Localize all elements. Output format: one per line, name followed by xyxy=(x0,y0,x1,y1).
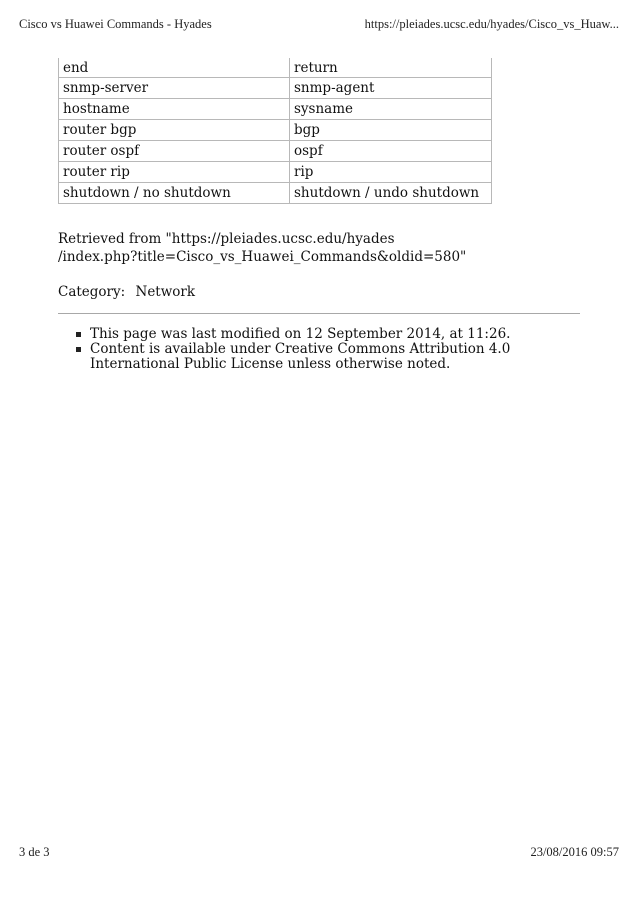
square-bullet-icon xyxy=(76,347,81,352)
table-cell-huawei: shutdown / undo shutdown xyxy=(290,183,492,204)
list-item xyxy=(74,342,580,372)
last-modified-text: This page was last modified on 12 September 2014, at 11:26. xyxy=(90,326,511,342)
table-row xyxy=(59,99,492,120)
table-cell-huawei: snmp-agent xyxy=(290,78,492,99)
table-cell-huawei: sysname xyxy=(290,99,492,120)
category-label: Category: xyxy=(58,284,126,300)
table-row xyxy=(59,183,492,204)
table-cell-huawei: ospf xyxy=(290,141,492,162)
table-row xyxy=(59,141,492,162)
print-header xyxy=(19,17,619,32)
table-row xyxy=(59,78,492,99)
table-cell-huawei: bgp xyxy=(290,120,492,141)
print-datetime: 23/08/2016 09:57 xyxy=(530,845,619,859)
table-cell-huawei: return xyxy=(290,58,492,78)
table-row xyxy=(59,120,492,141)
page-number: 3 de 3 xyxy=(19,845,50,859)
print-header-url: https://pleiades.ucsc.edu/hyades/Cisco_vs_Huaw... xyxy=(364,17,619,31)
table-row xyxy=(59,162,492,183)
retrieved-from-notice xyxy=(58,230,580,266)
table-cell-cisco: router bgp xyxy=(59,120,290,141)
license-text: Content is available under Creative Commons Attribution 4.0 International Public License unless otherwise noted. xyxy=(90,341,511,372)
footer-divider xyxy=(58,313,580,314)
footer-info-list xyxy=(58,327,580,372)
table-cell-cisco: hostname xyxy=(59,99,290,120)
table-row xyxy=(59,58,492,78)
retrieved-line-1: Retrieved from "https://pleiades.ucsc.edu/hyades xyxy=(58,231,395,247)
category-links xyxy=(58,283,580,301)
table-cell-cisco: router rip xyxy=(59,162,290,183)
retrieved-line-2: /index.php?title=Cisco_vs_Huawei_Commands&oldid=580" xyxy=(58,249,467,265)
table-cell-cisco: snmp-server xyxy=(59,78,290,99)
square-bullet-icon xyxy=(76,332,81,337)
print-footer xyxy=(19,845,619,860)
table-cell-cisco: router ospf xyxy=(59,141,290,162)
page-content xyxy=(58,58,580,372)
table-cell-cisco: end xyxy=(59,58,290,78)
list-item xyxy=(74,327,580,342)
category-link-network[interactable]: Network xyxy=(135,284,196,300)
print-header-title: Cisco vs Huawei Commands - Hyades xyxy=(19,17,212,31)
table-cell-cisco: shutdown / no shutdown xyxy=(59,183,290,204)
command-comparison-table xyxy=(58,58,492,204)
table-cell-huawei: rip xyxy=(290,162,492,183)
